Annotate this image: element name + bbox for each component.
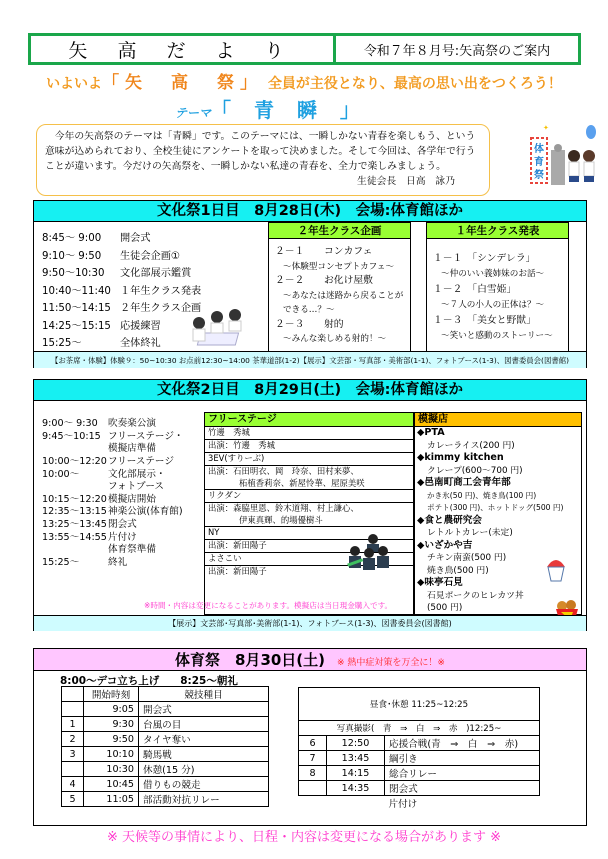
event-no: 4 bbox=[62, 777, 84, 792]
stall-name: ◆邑南町商工会青年部 bbox=[417, 477, 511, 488]
event-time: 10:45 bbox=[84, 777, 139, 792]
stage-act-cast bbox=[205, 466, 413, 490]
slogan-post: 全員が主役となり、最高の思い出をつくろう！ bbox=[267, 76, 562, 92]
schedule-event: １年生クラス発表 bbox=[120, 285, 202, 297]
col-header bbox=[62, 687, 84, 702]
schedule-row bbox=[42, 416, 184, 429]
schedule-time: 10:00～ bbox=[42, 468, 80, 480]
event-no: 7 bbox=[299, 751, 327, 766]
col-header: 開始時刻 bbox=[84, 687, 139, 702]
schedule-row bbox=[42, 333, 201, 351]
table-row bbox=[62, 792, 269, 807]
schedule-row bbox=[42, 263, 201, 281]
food-stalls-table bbox=[414, 412, 582, 615]
schedule-row bbox=[42, 441, 184, 454]
schedule-row bbox=[42, 246, 201, 264]
schedule-event: 模擬店準備 bbox=[108, 443, 156, 455]
sports-title: 体育祭 8月30日(土) bbox=[175, 651, 326, 669]
event-time: 9:30 bbox=[84, 717, 139, 732]
intro-message bbox=[36, 124, 490, 196]
schedule-event: 吹奏楽公演 bbox=[108, 418, 156, 430]
event-name: 応援合戦(青 ⇒ 白 ⇒ 赤) bbox=[385, 736, 540, 751]
table-row bbox=[62, 747, 269, 762]
table-row bbox=[62, 762, 269, 777]
schedule-event: 文化部展示・ bbox=[108, 468, 166, 480]
grade1-item-title: １－２ 「白雪姫」 bbox=[433, 284, 517, 295]
stall-item: かき氷(50 円)、焼き鳥(100 円) bbox=[427, 490, 537, 500]
stall-item: 焼き鳥(500 円) bbox=[427, 565, 489, 576]
grade2-header: ２年生クラス企画 bbox=[269, 223, 410, 239]
cast-line: 柘植香莉奈、新屋怜華、屋原美咲 bbox=[239, 477, 365, 488]
stall-name: ◆いざかや吉 bbox=[417, 539, 473, 551]
schedule-row bbox=[42, 492, 184, 505]
table-row bbox=[62, 777, 269, 792]
schedule-row bbox=[42, 429, 184, 442]
stage-act-cast: 出演：新田陽子 bbox=[205, 540, 413, 553]
schedule-time: 9:10～ 9:50 bbox=[42, 250, 102, 262]
event-name: タイヤ奪い bbox=[139, 732, 269, 747]
event-time: 13:45 bbox=[327, 751, 385, 766]
sports-pre-schedule: 8:00～デコ立ち上げ 8:25～朝礼 bbox=[60, 675, 238, 687]
grade2-item-sub: ～体験型コンセプトカフェ～ bbox=[283, 261, 395, 272]
event-no bbox=[62, 762, 84, 777]
event-name: 部活動対抗リレー bbox=[139, 792, 269, 807]
grade1-item-sub: ～仲のいい義姉妹のお話～ bbox=[441, 268, 545, 279]
theme-label: テーマ bbox=[175, 106, 212, 120]
schedule-event: フリーステージ bbox=[108, 456, 174, 468]
schedule-row bbox=[42, 542, 184, 555]
grade1-item-title: １－１ 「シンデレラ」 bbox=[433, 253, 536, 264]
schedule-time: 9:45～10:15 bbox=[42, 430, 101, 442]
svg-text:育: 育 bbox=[534, 157, 544, 168]
cleanup-row bbox=[299, 796, 540, 811]
free-stage-header: フリーステージ bbox=[205, 413, 413, 427]
event-name: 騎馬戦 bbox=[139, 747, 269, 762]
event-name: 開会式 bbox=[139, 702, 269, 717]
cast-line: 出演：石田明衣、岡 玲奈、田村来夢、 bbox=[208, 466, 359, 476]
event-name: 綱引き bbox=[385, 751, 540, 766]
event-no: 2 bbox=[62, 732, 84, 747]
newsletter-title-box bbox=[28, 33, 581, 65]
col-header: 競技種目 bbox=[139, 687, 269, 702]
schedule-time: 12:35～13:15 bbox=[42, 506, 107, 518]
schedule-event: 体育祭準備 bbox=[108, 544, 156, 556]
free-stage-table bbox=[204, 412, 414, 615]
day1-header: 文化祭1日目 8月28日(木) 会場:体育館ほか bbox=[34, 201, 586, 222]
schedule-time: 10:40～11:40 bbox=[42, 285, 111, 297]
shaved-ice-icon bbox=[543, 553, 569, 583]
stall-item: カレーライス(200 円) bbox=[427, 440, 515, 451]
cleanup: 片付け bbox=[388, 799, 418, 811]
schedule-event: 開会式 bbox=[120, 233, 151, 245]
event-name: 総合リレー bbox=[385, 766, 540, 781]
stall-item: クレープ(600～700 円) bbox=[427, 465, 523, 476]
slogan bbox=[0, 68, 608, 93]
grade1-class-performances bbox=[426, 222, 569, 360]
stall-name: ◆kimmy kitchen bbox=[417, 452, 504, 463]
day1-footer: 【お茶席・体験】体験９：50~10:30 お点前12:30~14:00 茶華道部(1-2)【展示】文芸部・写真部・美術部(1-1)、フォトブース(1-3)、図書委員会(図書館) bbox=[34, 351, 586, 368]
grade1-item-sub: ～７人の小人の正体は？～ bbox=[441, 299, 545, 310]
table-row bbox=[62, 702, 269, 717]
event-name: 借りもの競走 bbox=[139, 777, 269, 792]
stage-act-name: よさこい bbox=[205, 553, 413, 566]
photo-row bbox=[299, 721, 540, 736]
schedule-time: 9:50～10:30 bbox=[42, 268, 105, 280]
schedule-row bbox=[42, 316, 201, 334]
event-no: 5 bbox=[62, 792, 84, 807]
day2-schedule bbox=[42, 416, 184, 567]
intro-signature: 生徒会長 日高 詠乃 bbox=[357, 176, 455, 187]
event-name: 台風の目 bbox=[139, 717, 269, 732]
stage-act-cast: 出演：新田陽子 bbox=[208, 566, 267, 576]
event-time: 10:30 bbox=[84, 762, 139, 777]
schedule-event: 神楽公演(体育館) bbox=[108, 506, 183, 518]
sports-festival bbox=[33, 648, 587, 826]
schedule-row bbox=[42, 454, 184, 467]
event-time: 14:15 bbox=[327, 766, 385, 781]
schedule-row bbox=[42, 466, 184, 479]
schedule-row bbox=[42, 298, 201, 316]
theme bbox=[175, 94, 368, 123]
stall-item: ポテト(300 円)、ホットドッグ(500 円) bbox=[427, 503, 564, 512]
day1-schedule bbox=[42, 228, 201, 351]
grade2-item-sub: ～みんな楽しめる射的！～ bbox=[283, 334, 387, 344]
svg-text:祭: 祭 bbox=[534, 170, 544, 181]
schedule-time: 15:25～ bbox=[42, 556, 80, 568]
table-row bbox=[299, 766, 540, 781]
event-time: 11:05 bbox=[84, 792, 139, 807]
event-no: 3 bbox=[62, 747, 84, 762]
schedule-event: 文化部展示鑑賞 bbox=[120, 268, 192, 280]
table-row bbox=[299, 736, 540, 751]
stall-name: ◆味亭石見 bbox=[417, 577, 463, 588]
culture-festival-day1 bbox=[33, 200, 587, 368]
table-row bbox=[299, 751, 540, 766]
event-time: 14:35 bbox=[327, 781, 385, 796]
issue-label: 令和７年８月号:矢高祭のご案内 bbox=[363, 43, 551, 59]
schedule-event: 全体終礼 bbox=[120, 338, 161, 350]
lunch-break: 昼食･休憩 11:25~12:25 bbox=[299, 688, 540, 721]
table-row bbox=[62, 732, 269, 747]
event-no: 6 bbox=[299, 736, 327, 751]
grade1-item-sub: ～笑いと感動のストーリー～ bbox=[441, 330, 553, 341]
stage-act-cast: 出演：竹邊 秀城 bbox=[205, 440, 413, 453]
kids-drawing-illustration-icon bbox=[189, 309, 249, 347]
schedule-event: 片付け bbox=[108, 531, 137, 543]
event-time: 9:50 bbox=[84, 732, 139, 747]
sports-events-am bbox=[61, 686, 269, 807]
cast-line: 伊東真輝、的場優樹斗 bbox=[239, 514, 323, 525]
stage-act-name: リクダン bbox=[205, 490, 413, 503]
event-name: 閉会式 bbox=[385, 781, 540, 796]
schedule-time: 10:15～12:20 bbox=[42, 493, 107, 505]
intro-text: 今年の矢高祭のテーマは「青瞬」です。このテーマには、一瞬しかない青春を楽しもう、という意味が込められており、全校生徒にアンケートを取って決めました。そして今回は、各学年で行うことが違います。今だけの矢高祭を、一瞬しかない私達の青春を、全力で楽しみましょう。 bbox=[45, 131, 476, 172]
schedule-event: 模擬店開始 bbox=[108, 493, 156, 505]
stage-act-name: 3EV(すりーぶ) bbox=[205, 453, 413, 466]
grade2-class-projects bbox=[268, 222, 411, 360]
event-time: 9:05 bbox=[84, 702, 139, 717]
grade1-header: １年生クラス発表 bbox=[427, 223, 568, 239]
schedule-event: 応援練習 bbox=[120, 320, 161, 332]
table-row bbox=[299, 781, 540, 796]
schedule-event: 終礼 bbox=[108, 556, 128, 568]
schedule-row bbox=[42, 228, 201, 246]
schedule-event: フォトブース bbox=[108, 481, 165, 493]
svg-text:体: 体 bbox=[534, 144, 544, 155]
schedule-time: 11:50～14:15 bbox=[42, 303, 111, 315]
event-no bbox=[62, 702, 84, 717]
food-stalls-header: 模擬店 bbox=[415, 413, 581, 427]
grade2-item-sub: ～あなたは迷路から戻ることができる…？～ bbox=[283, 290, 404, 315]
schedule-row bbox=[42, 529, 184, 542]
photo-session: 写真撮影( 青 ⇒ 白 ⇒ 赤 )12:25~ bbox=[299, 721, 540, 736]
schedule-event: ２年生クラス企画 bbox=[120, 303, 202, 315]
table-row bbox=[62, 717, 269, 732]
stall-item: チキン南蛮(500 円) bbox=[427, 553, 507, 563]
day2-note: ※時間・内容は変更になることがあります。模擬店は当日現金購入です。 bbox=[144, 601, 393, 610]
heatstroke-warning: ※ 熱中症対策を万全に！※ bbox=[337, 658, 445, 668]
schedule-row bbox=[42, 517, 184, 530]
event-no: 8 bbox=[299, 766, 327, 781]
stall-item: レトルトカレー(未定) bbox=[427, 528, 513, 538]
lunch-row bbox=[299, 688, 540, 721]
stall-item: (500 円) bbox=[427, 603, 463, 613]
stall-item: 石見ポークのヒレカツ丼 bbox=[427, 590, 524, 601]
stage-act-cast bbox=[205, 503, 413, 527]
schedule-event: フリーステージ・ bbox=[108, 430, 184, 442]
slogan-festival: 「矢 高 祭」 bbox=[102, 73, 264, 93]
schedule-row bbox=[42, 281, 201, 299]
day2-footer: 【展示】文芸部･写真部･美術部(1-1)、フォトブース(1-3)、図書委員会(図書館) bbox=[34, 615, 586, 631]
grade2-item-title: ２－２ お化け屋敷 bbox=[275, 275, 373, 286]
event-no bbox=[299, 781, 327, 796]
event-time: 12:50 bbox=[327, 736, 385, 751]
schedule-row bbox=[42, 555, 184, 568]
svg-text:✦: ✦ bbox=[543, 124, 549, 132]
event-name: 休憩(15 分) bbox=[139, 762, 269, 777]
sports-festival-illustration-icon bbox=[525, 120, 600, 195]
sports-events-pm bbox=[298, 687, 540, 811]
grade2-item-title: ２－３ 射的 bbox=[275, 318, 344, 330]
grade2-item-title: ２－１ コンカフェ bbox=[275, 246, 373, 257]
schedule-time: 15:25～ bbox=[42, 338, 82, 350]
stall-name: ◆食と農研究会 bbox=[417, 514, 482, 526]
schedule-time: 10:00～12:20 bbox=[42, 456, 107, 468]
sports-header bbox=[34, 649, 586, 671]
stage-act-name: NY bbox=[205, 527, 413, 540]
schedule-time: 8:45～ 9:00 bbox=[42, 233, 102, 245]
slogan-pre: いよいよ bbox=[46, 76, 103, 92]
stall-name: ◆PTA bbox=[417, 427, 445, 438]
schedule-row bbox=[42, 479, 184, 492]
schedule-time: 13:55～14:55 bbox=[42, 531, 107, 543]
grade1-item-title: １－３ 「美女と野獣」 bbox=[433, 315, 536, 326]
band-illustration-icon bbox=[343, 531, 391, 575]
schedule-time: 14:25～15:15 bbox=[42, 320, 111, 332]
schedule-time: 9:00～ 9:30 bbox=[42, 418, 98, 430]
schedule-time: 13:25～13:45 bbox=[42, 519, 107, 531]
event-no: 1 bbox=[62, 717, 84, 732]
cast-line: 出演：森脇里恩、鈴木道翔、村上謙心、 bbox=[208, 503, 359, 513]
newsletter-title: 矢 高 だ よ り bbox=[31, 36, 336, 62]
schedule-event: 生徒会企画① bbox=[120, 250, 181, 262]
bottom-disclaimer: ※ 天候等の事情により、日程・内容は変更になる場合があります ※ bbox=[106, 830, 502, 845]
event-time: 10:10 bbox=[84, 747, 139, 762]
theme-value: 「 青 瞬 」 bbox=[211, 98, 368, 122]
table-header-row bbox=[62, 687, 269, 702]
day2-header: 文化祭2日目 8月29日(土) 会場:体育館ほか bbox=[34, 380, 586, 401]
culture-festival-day2 bbox=[33, 379, 587, 631]
schedule-event: 閉会式 bbox=[108, 519, 137, 531]
schedule-row bbox=[42, 504, 184, 517]
stage-act-name: 竹邊 秀城 bbox=[205, 427, 413, 440]
